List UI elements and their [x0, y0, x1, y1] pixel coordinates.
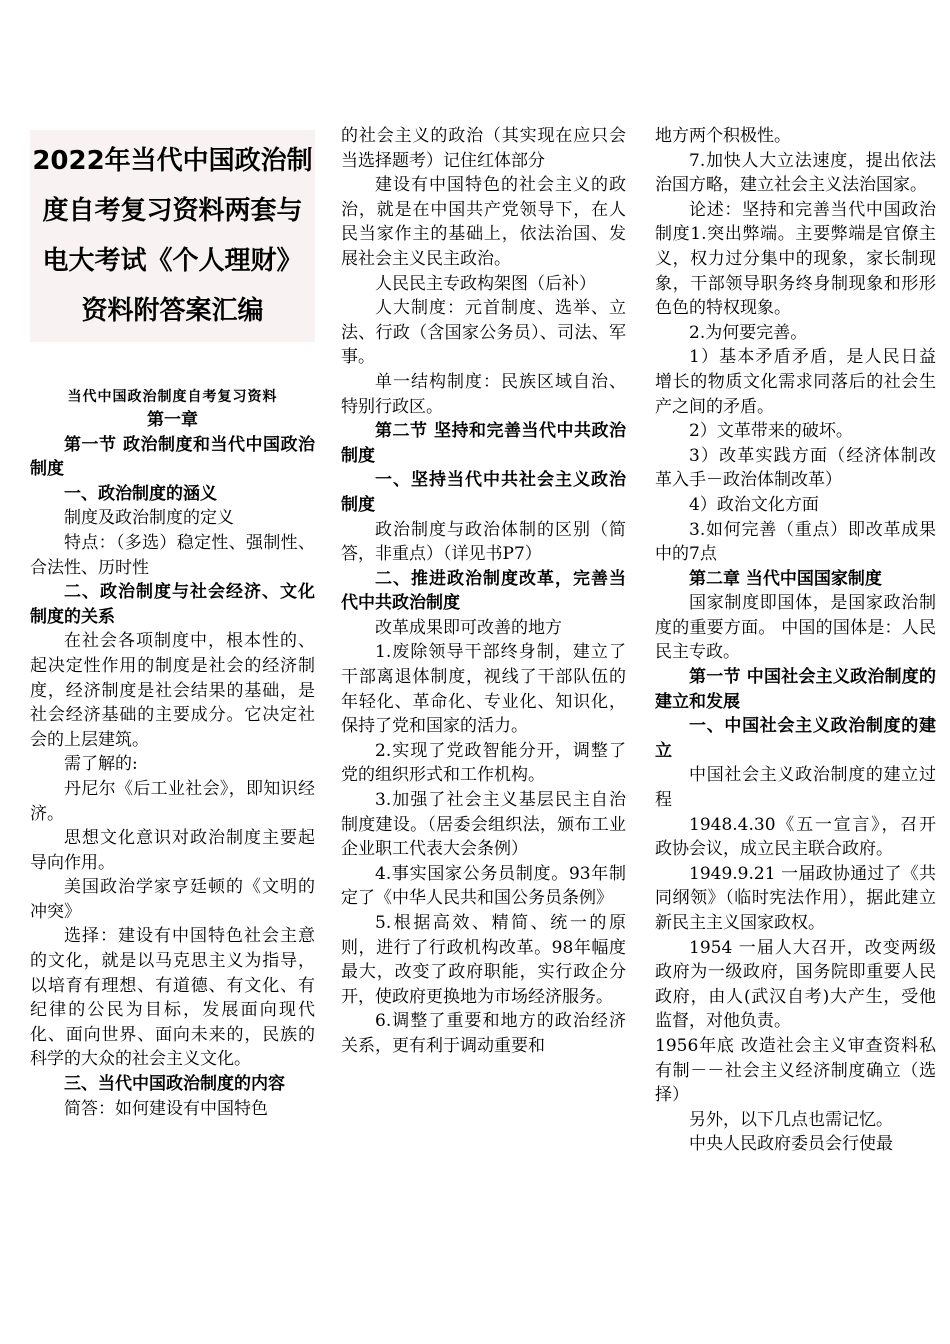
subheading: 一、政治制度的涵义: [64, 483, 217, 504]
paragraph: 3）改革实践方面（经济体制改革入手－政治体制改革）: [655, 445, 936, 491]
subheading: 二、推进政治制度改革，完善当代中共政治制度: [341, 568, 626, 614]
paragraph: 7.加快人大立法速度，提出依法治国方略，建立社会主义法治国家。: [655, 150, 936, 196]
column-1: [30, 124, 315, 1121]
paragraph: 思想文化意识对政治制度主要起导向作用。: [30, 828, 315, 873]
chapter-heading: 第一章: [147, 410, 198, 430]
paragraph: 5.根据高效、精简、统一的原则，进行了行政机构改革。98年幅度最大，改变了政府职能，实行政企分开，使政府更换地为市场经济服务。: [341, 913, 626, 1007]
subheading: 一、坚持当代中共社会主义政治制度: [341, 470, 626, 515]
paragraph: 建设有中国特色的社会主义的政治，就是在中国共产党领导下，在人民当家作主的基础上，依法治国、发展社会主义民主政治。: [341, 175, 626, 269]
document-title: 2022年当代中国政治制度自考复习资料两套与电大考试《个人理财》资料附答案汇编: [30, 130, 315, 342]
paragraph: 美国政治学家亨廷顿的《文明的冲突》: [30, 877, 315, 922]
subheading: 第二节 坚持和完善当代中共政治制度: [341, 421, 626, 466]
paragraph: 3.如何完善（重点）即改革成果中的7点: [655, 519, 936, 565]
column-3: [655, 124, 936, 1157]
subheading: 一、中国社会主义政治制度的建立: [655, 716, 936, 761]
subheading: 二、政治制度与社会经济、文化制度的关系: [30, 582, 315, 627]
paragraph: 1.废除领导干部终身制，建立了干部离退体制度，视线了干部队伍的年轻化、革命化、专业化、知识化，保持了党和国家的活力。: [341, 642, 626, 737]
paragraph: 国家制度即国体，是国家政治制度的重要方面。 中国的国体是：人民民主专政。: [655, 593, 936, 663]
paragraph: 需了解的:: [64, 754, 138, 775]
paragraph: 中国社会主义政治制度的建立过程: [655, 765, 936, 811]
paragraph: 4.事实国家公务员制度。93年制定了《中华人民共和国公务员条例》: [341, 863, 626, 909]
subheading: 第一节 中国社会主义政治制度的建立和发展: [655, 667, 936, 712]
paragraph: 地方两个积极性。: [655, 126, 791, 146]
paragraph: 的社会主义的政治（其实现在应只会当选择题考）记住红体部分: [341, 126, 626, 171]
paragraph: 制度及政治制度的定义: [64, 508, 234, 529]
paragraph: 另外，以下几点也需记忆。: [689, 1109, 893, 1130]
subheading: 第二章 当代中国国家制度: [689, 568, 882, 589]
paragraph: 2.实现了党政智能分开，调整了党的组织形式和工作机构。: [341, 740, 626, 786]
paragraph: 在社会各项制度中，根本性的、起决定性作用的制度是社会的经济制度，经济制度是社会结果的基础，是社会经济基础的主要成分。它决定社会的上层建筑。: [30, 631, 315, 750]
paragraph: 丹尼尔《后工业社会》，即知识经济。: [30, 778, 315, 824]
subheading: 第一节 政治制度和当代中国政治制度: [30, 434, 315, 480]
paragraph: 1954 一届人大召开，改变两级政府为一级政府，国务院即重要人民政府，由人(武汉自考)大产生，受他监督，对他负责。: [655, 937, 936, 1032]
paragraph: 改革成果即可改善的地方: [375, 617, 562, 638]
paragraph: 1956年底 改造社会主义审查资料私有制－－社会主义经济制度确立（选择）: [655, 1035, 936, 1106]
paragraph: 4）政治文化方面: [689, 494, 819, 515]
paragraph: 中央人民政府委员会行使最: [689, 1134, 893, 1155]
subheading: 三、当代中国政治制度的内容: [64, 1074, 285, 1095]
paragraph: 2）文革带来的破坏。: [689, 421, 853, 442]
paragraph: 6.调整了重要和地方的政治经济关系，更有利于调动重要和: [341, 1011, 626, 1056]
paragraph: 单一结构制度：民族区域自治、特别行政区。: [341, 371, 626, 417]
paragraph: 1948.4.30《五一宣言》，召开政协会议，成立民主联合政府。: [655, 814, 936, 860]
column-2: [341, 124, 626, 1059]
paragraph: 1949.9.21 一届政协通过了《共同纲领》（临时宪法作用），据此建立新民主主义国家政权。: [655, 863, 936, 933]
paragraph: 3.加强了社会主义基层民主自治制度建设。（居委会组织法，颁布工业企业职工代表大会条例）: [341, 790, 626, 860]
paragraph: 2.为何要完善。: [689, 322, 808, 343]
paragraph: 1）基本矛盾矛盾，是人民日益增长的物质文化需求同落后的社会生产之间的矛盾。: [655, 347, 936, 417]
paragraph: 论述：坚持和完善当代中国政治制度1.突出弊端。主要弊端是官僚主义，权力过分集中的现象，家长制现象，干部领导职务终身制现象和形形色色的特权现象。: [655, 199, 936, 319]
paragraph: 简答：如何建设有中国特色: [64, 1098, 268, 1119]
section-heading: 当代中国政治制度自考复习资料: [67, 389, 278, 405]
paragraph: 人民民主专政构架图（后补）: [375, 273, 596, 294]
paragraph: 人大制度：元首制度、选举、立法、行政（含国家公务员）、司法、军事。: [341, 298, 626, 368]
paragraph: 政治制度与政治体制的区别（简答，非重点）（详见书P7）: [341, 519, 626, 565]
paragraph: 选择：建设有中国特色社会主意的文化，就是以马克思主义为指导，以培育有理想、有道德、有文化、有纪律的公民为目标，发展面向现代化、面向世界、面向未来的，民族的科学的大众的社会主义文化。: [30, 926, 315, 1070]
paragraph: 特点：（多选）稳定性、强制性、合法性、历时性: [30, 532, 315, 578]
